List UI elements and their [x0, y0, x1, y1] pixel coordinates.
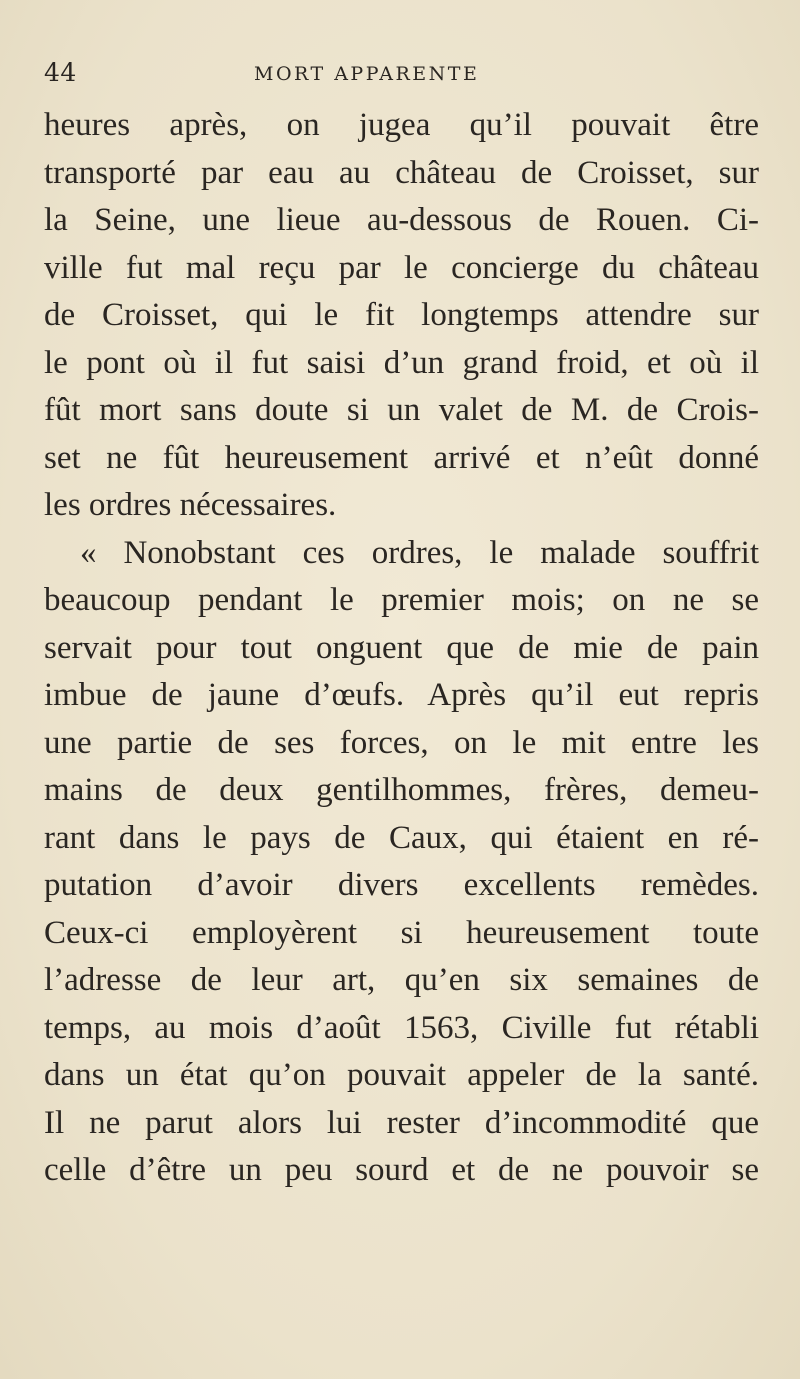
text-line: imbue de jaune d’œufs. Après qu’il eut repris: [44, 677, 759, 713]
text-line: dans un état qu’on pouvait appeler de la santé.: [44, 1057, 759, 1093]
text-line: de Croisset, qui le fit longtemps attendre sur: [44, 297, 759, 333]
text-line: l’adresse de leur art, qu’en six semaines de: [44, 962, 759, 998]
text-line: celle d’être un peu sourd et de ne pouvoir se: [44, 1152, 759, 1188]
text-line: « Nonobstant ces ordres, le malade souffrit: [80, 534, 759, 571]
body-text: [44, 102, 759, 1195]
text-line: fût mort sans doute si un valet de M. de Crois-: [44, 392, 759, 428]
text-line: transporté par eau au château de Croisset, sur: [44, 154, 759, 191]
text-line: servait pour tout onguent que de mie de pain: [44, 629, 759, 666]
text-line: Ceux-ci employèrent si heureusement toute: [44, 914, 759, 951]
text-line: putation d’avoir divers excellents remèdes.: [44, 867, 759, 903]
page-number: 44: [44, 58, 77, 87]
text-line: une partie de ses forces, on le mit entre les: [44, 724, 759, 761]
text-line: la Seine, une lieue au-dessous de Rouen. Ci-: [44, 202, 759, 238]
text-line: temps, au mois d’août 1563, Civille fut rétabli: [44, 1009, 759, 1046]
text-line: set ne fût heureusement arrivé et n’eût donné: [44, 439, 759, 476]
text-line: Il ne parut alors lui rester d’incommodité que: [44, 1104, 759, 1141]
page-header: [44, 58, 756, 94]
text-line: les ordres nécessaires.: [44, 487, 337, 523]
text-line: heures après, on jugea qu’il pouvait être: [44, 107, 759, 143]
text-line: mains de deux gentilhommes, frères, demeu-: [44, 772, 759, 808]
text-line: ville fut mal reçu par le concierge du château: [44, 249, 759, 286]
text-line: beaucoup pendant le premier mois; on ne se: [44, 582, 759, 618]
text-line: rant dans le pays de Caux, qui étaient en ré-: [44, 819, 759, 856]
text-line: le pont où il fut saisi d’un grand froid, et où il: [44, 344, 759, 381]
running-title: MORT APPARENTE: [254, 63, 480, 85]
